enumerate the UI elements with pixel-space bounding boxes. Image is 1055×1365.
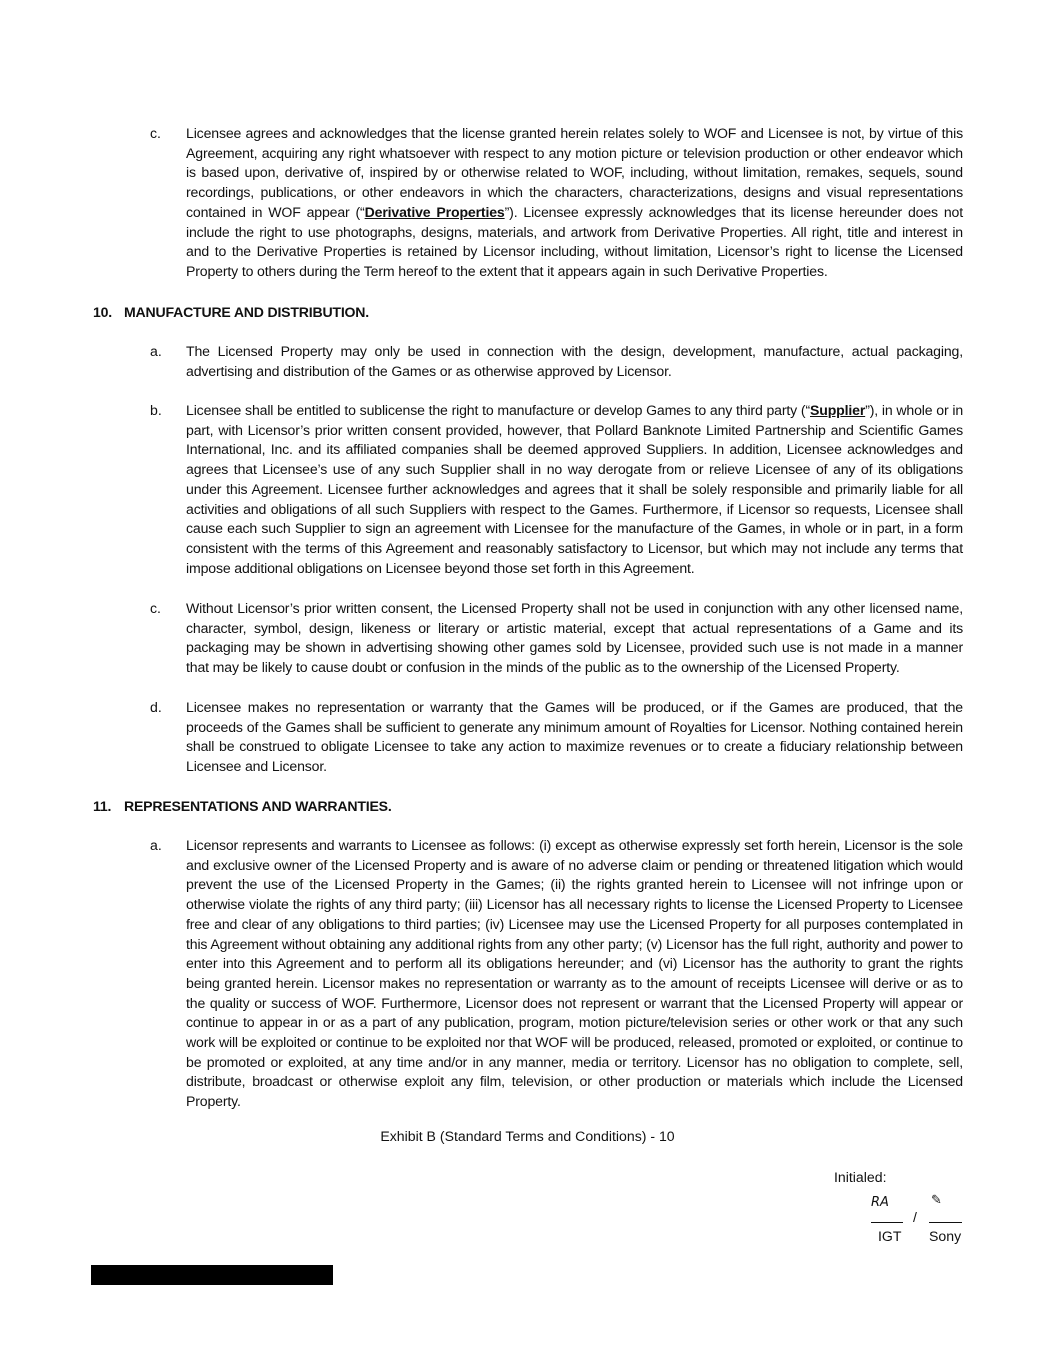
section-number: 11.	[93, 798, 112, 814]
section-title: REPRESENTATIONS AND WARRANTIES.	[124, 798, 392, 814]
clause-text: The Licensed Property may only be used in connection with the design, development, manufacture, actual packaging, advertising and distribution of the Games or as otherwise approved by Licensor.	[186, 343, 963, 379]
clause-10b	[150, 401, 963, 578]
igt-initials-signature: RA	[871, 1195, 889, 1210]
clause-9c	[150, 124, 963, 282]
section-heading-10	[93, 303, 369, 323]
igt-initials-line	[871, 1222, 903, 1223]
clause-text-part: Licensee agrees and acknowledges that the license granted herein relates solely to WOF and Licensee is not, by virtue of this Agreement, acquiring any right whatsoever with respect to any motion picture or television production or other endeavor which is based upon, derivative of, inspired by or otherwise related to WOF, including, without limitation, remakes, sequels, sound recordings, publications, or other endeavors in which the characters, characterizations, designs and visual representations contained in WOF appear (“	[186, 125, 963, 220]
clause-text: Licensee makes no representation or warranty that the Games will be produced, or if the Games are produced, that the proceeds of the Games shall be sufficient to generate any minimum amount of Royalties for Licensor. Nothing contained herein shall be construed to obligate Licensee to take any action to maximize revenues or to create a fiduciary relationship between Licensee and Licensor.	[186, 699, 963, 775]
clause-marker: b.	[150, 402, 162, 418]
defined-term-derivative-properties: Derivative Properties	[364, 203, 505, 220]
clause-10c	[150, 599, 963, 678]
section-number: 10.	[93, 304, 112, 320]
sony-initials-signature: ✎	[931, 1193, 942, 1208]
clause-marker: a.	[150, 343, 162, 359]
clause-marker: d.	[150, 699, 162, 715]
clause-text-part: Licensee shall be entitled to sublicense the right to manufacture or develop Games to any third party (“	[186, 402, 810, 418]
sony-label: Sony	[929, 1228, 962, 1244]
initials-separator: /	[913, 1209, 917, 1225]
clause-text-part: ”), in whole or in part, with Licensor’s prior written consent provided, however, that Pollard Banknote Limited Partnership and Scientific Games International, Inc. and its affiliated companies shall be deemed approved Suppliers. In addition, Licensee acknowledges and agrees that Licensee’s use of any such Supplier shall in no way derogate from or relieve Licensee of any of its obligations under this Agreement. Licensee further acknowledges and agrees that it shall be solely responsible and primarily liable for all activities and obligations of all such Suppliers with respect to the Games. Furthermore, if Licensor so requests, Licensee shall cause each such Supplier to sign an agreement with Licensee for the manufacture of the Games, in whole or in part, in a form consistent with the terms of this Agreement and reasonably satisfactory to Licensor, but which may not include any terms that impose additional obligations on Licensee beyond those set forth in this Agreement.	[186, 402, 964, 576]
clause-marker: a.	[150, 837, 162, 853]
section-heading-11	[93, 797, 392, 817]
clause-10a	[150, 342, 963, 381]
section-title: MANUFACTURE AND DISTRIBUTION.	[124, 304, 370, 320]
clause-text	[186, 124, 963, 282]
clause-text: Licensor represents and warrants to Licensee as follows: (i) except as otherwise expressly set forth herein, Licensor is the sole and exclusive owner of the Licensed Property and is aware of no adverse claim or pending or threatened litigation which would prevent the use of the Licensed Property in the Games; (ii) the rights granted herein to Licensee will not infringe upon or otherwise violate the rights of any third party; (iii) Licensor has all necessary rights to license the Licensed Property to Licensee free and clear of any obligations to third parties; (iv) Licensee may use the Licensed Property for all purposes contemplated in this Agreement without obtaining any additional rights from any other party; (v) Licensor has the full right, authority and power to enter into this Agreement and to perform all its obligations hereunder; and (vi) Licensor has the authority to grant the rights being granted herein. Licensor makes no representation or warranty as to the amount of receipts Licensee will derive or as to the quality or success of WOF. Furthermore, Licensor does not represent or warrant that the Licensed Property will appear or continue to appear in or as a part of any publication, program, motion picture/television series or other work or that any such work will be exploited or continue to be exploited nor that WOF will be produced, released, promoted or exploited, or continue to be promoted or exploited, at any time and/or in any manner, media or territory. Licensor has no obligation to complete, sell, distribute, broadcast or otherwise exploit any film, television, or other production or materials which include the Licensed Property.	[186, 837, 963, 1110]
page-footer: Exhibit B (Standard Terms and Conditions) - 10	[380, 1128, 675, 1144]
igt-label: IGT	[878, 1228, 902, 1244]
clause-text-part: ”). Licensee expressly acknowledges that its license hereunder does not include the right to use photographs, designs, materials, and artwork from Derivative Properties. All right, title and interest in and to the Derivative Properties is retained by Licensor including, without limitation, Licensor’s right to license the Licensed Property to others during the Term hereof to the extent that it appears again in such Derivative Properties.	[186, 203, 963, 279]
clause-marker: c.	[150, 125, 161, 141]
defined-term-supplier: Supplier	[810, 402, 866, 418]
sony-initials-line	[929, 1222, 962, 1223]
clause-text: Without Licensor’s prior written consent, the Licensed Property shall not be used in conjunction with any other licensed name, character, symbol, design, likeness or literary or artistic material, except that actual representations of a Game and its packaging may be shown in advertising showing other games sold by Licensee, provided such use is not made in a manner that may be likely to cause doubt or confusion in the minds of the public as to the ownership of the Licensed Property.	[186, 600, 963, 676]
redaction-bar	[91, 1265, 333, 1285]
clause-marker: c.	[150, 600, 161, 616]
clause-10d	[150, 698, 963, 777]
clause-text	[186, 401, 963, 578]
initialed-label: Initialed:	[834, 1169, 887, 1185]
clause-11a	[150, 836, 963, 1112]
